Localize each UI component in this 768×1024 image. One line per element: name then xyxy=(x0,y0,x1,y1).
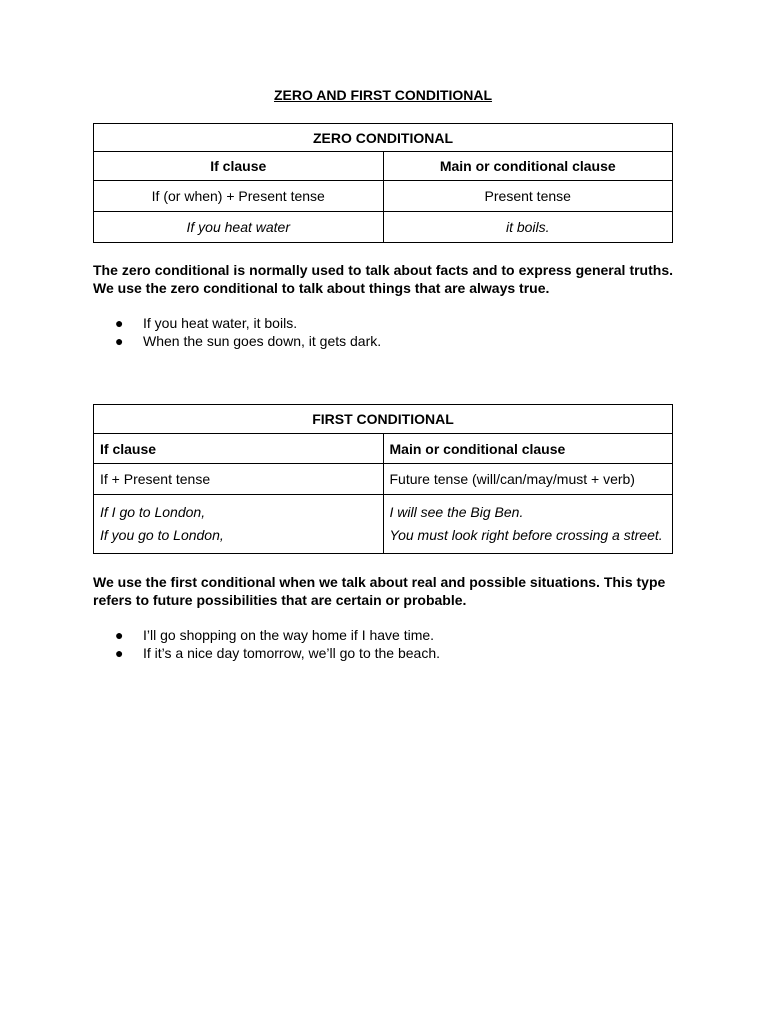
first-conditional-table xyxy=(93,404,673,554)
bullet-icon: ● xyxy=(115,645,124,661)
zero-examples-list xyxy=(93,314,673,350)
list-item xyxy=(93,644,673,662)
first-table-heading: FIRST CONDITIONAL xyxy=(94,405,673,434)
first-example-main xyxy=(383,495,673,554)
zero-description: The zero conditional is normally used to talk about facts and to express general truths. We use the zero conditional to talk about things that are always true. xyxy=(93,262,673,296)
zero-col-main-header: Main or conditional clause xyxy=(383,152,673,181)
zero-form-main: Present tense xyxy=(383,181,673,212)
zero-example-main: it boils. xyxy=(383,212,673,243)
list-item xyxy=(93,626,673,644)
first-form-main: Future tense (will/can/may/must + verb) xyxy=(383,464,673,495)
first-example-1: I’ll go shopping on the way home if I have time. xyxy=(143,627,435,643)
zero-example-1: If you heat water, it boils. xyxy=(143,315,298,331)
first-description: We use the first conditional when we talk about real and possible situations. This type refers to future possibilities that are certain or probable. xyxy=(93,574,666,608)
first-col-if-header: If clause xyxy=(94,434,384,464)
list-item xyxy=(93,314,673,332)
bullet-icon: ● xyxy=(115,333,124,349)
first-form-if: If + Present tense xyxy=(94,464,384,495)
zero-table-heading: ZERO CONDITIONAL xyxy=(94,124,673,152)
document-title: ZERO AND FIRST CONDITIONAL xyxy=(273,87,493,103)
first-example-if xyxy=(94,495,384,554)
first-example-if-2: If you go to London, xyxy=(100,527,224,543)
first-example-main-2: You must look right before crossing a street. xyxy=(389,527,663,543)
zero-conditional-table xyxy=(93,123,673,243)
first-example-if-1: If I go to London, xyxy=(100,504,206,520)
first-examples-list xyxy=(93,626,673,662)
bullet-icon: ● xyxy=(115,627,124,643)
list-item xyxy=(93,332,673,350)
zero-form-if: If (or when) + Present tense xyxy=(94,181,384,212)
zero-example-if: If you heat water xyxy=(94,212,384,243)
first-example-2: If it’s a nice day tomorrow, we’ll go to the beach. xyxy=(143,645,441,661)
bullet-icon: ● xyxy=(115,315,124,331)
first-col-main-header: Main or conditional clause xyxy=(383,434,673,464)
zero-col-if-header: If clause xyxy=(94,152,384,181)
first-example-main-1: I will see the Big Ben. xyxy=(389,504,524,520)
zero-example-2: When the sun goes down, it gets dark. xyxy=(143,333,382,349)
